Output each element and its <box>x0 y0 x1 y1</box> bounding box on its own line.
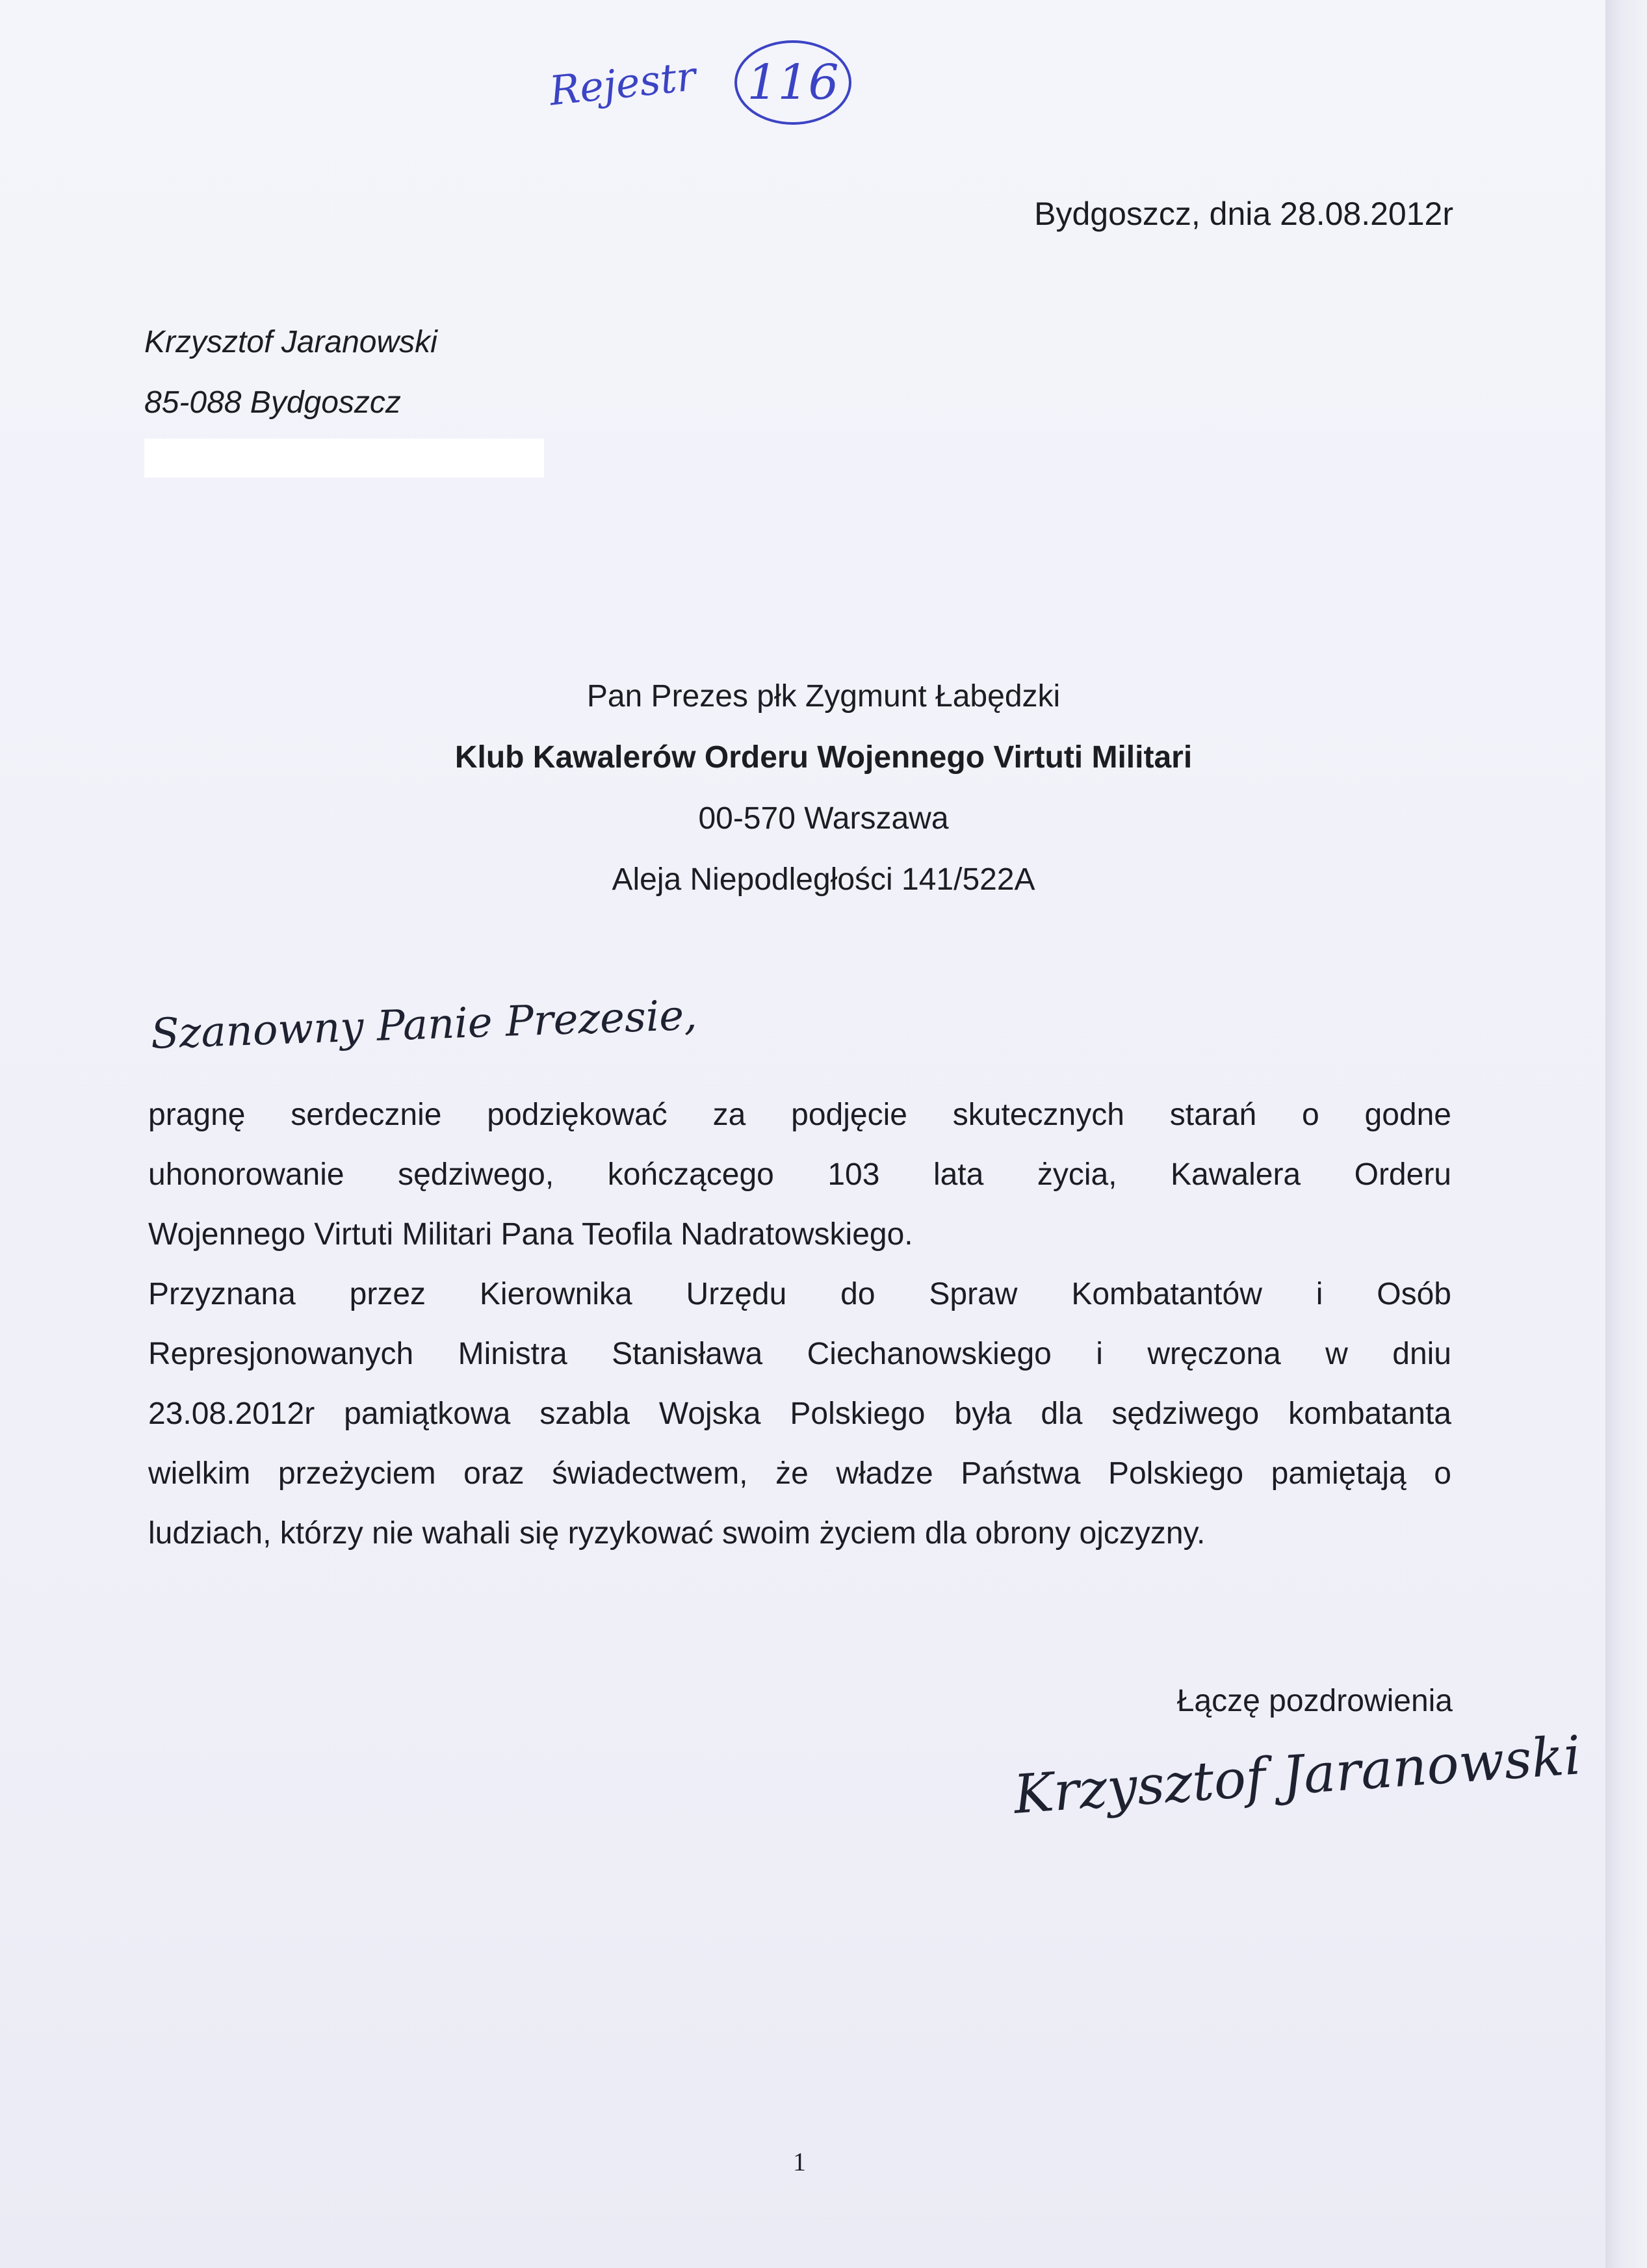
recipient-street: Aleja Niepodległości 141/522A <box>612 862 1035 897</box>
handwritten-signature: Krzysztof Jaranowski <box>1011 1725 1583 1826</box>
date-line: Bydgoszcz, dnia 28.08.2012r <box>1034 196 1453 232</box>
body-line: Wojennego Virtuti Militari Pana Teofila Nadratowskiego. <box>148 1217 913 1252</box>
letter-body <box>148 1085 1451 1564</box>
recipient-block <box>0 666 1647 910</box>
sender-name: Krzysztof Jaranowski <box>144 325 437 359</box>
page-number: 1 <box>793 2147 806 2176</box>
recipient-postal-city: 00-570 Warszawa <box>698 801 949 836</box>
body-line: ludziach, którzy nie wahali się ryzykować swoim życiem dla obrony ojczyzny. <box>148 1516 1206 1551</box>
body-line: Przyznana przez Kierownika Urzędu do Spraw Kombatantów i Osób <box>148 1277 1451 1311</box>
recipient-line: Pan Prezes płk Zygmunt Łabędzki <box>586 679 1061 714</box>
closing-phrase: Łączę pozdrowienia <box>1176 1684 1453 1718</box>
page-edge <box>1605 0 1647 2268</box>
recipient-organization: Klub Kawalerów Orderu Wojennego Virtuti Militari <box>454 740 1193 775</box>
body-line: pragnę serdecznie podziękować za podjęcie skutecznych starań o godne <box>148 1098 1451 1132</box>
body-line: uhonorowanie sędziwego, kończącego 103 lata życia, Kawalera Orderu <box>148 1157 1451 1192</box>
registration-note <box>547 40 839 138</box>
registration-note-text: Rejestr <box>547 52 698 115</box>
registration-number: 116 <box>734 40 851 125</box>
body-line: Represjonowanych Ministra Stanisława Ciechanowskiego i wręczona w dniu <box>148 1337 1451 1371</box>
redacted-address <box>144 439 544 478</box>
sender-block <box>144 312 437 433</box>
sender-postal-city: 85-088 Bydgoszcz <box>144 385 401 420</box>
body-line: 23.08.2012r pamiątkowa szabla Wojska Polskiego była dla sędziwego kombatanta <box>148 1397 1451 1431</box>
body-line: wielkim przeżyciem oraz świadectwem, że władze Państwa Polskiego pamiętają o <box>148 1456 1451 1491</box>
handwritten-salutation: Szanowny Panie Prezesie, <box>149 991 698 1059</box>
